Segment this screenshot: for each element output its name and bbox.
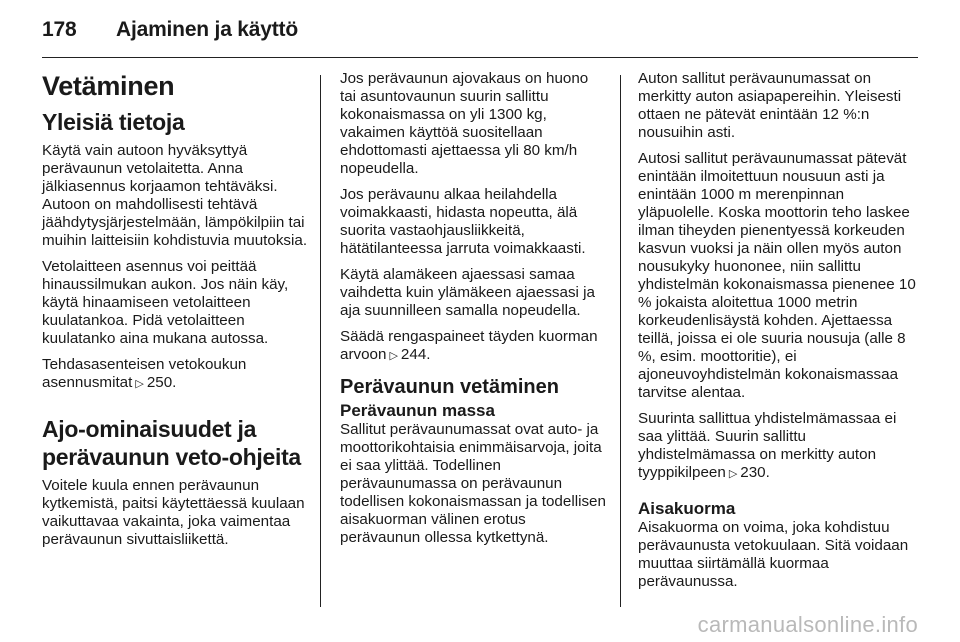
header-divider	[42, 57, 918, 58]
page-reference-link[interactable]: ▷ 250.	[132, 374, 176, 391]
paragraph	[340, 328, 608, 365]
paragraph: Jos perävaunu alkaa heilahdella voimakkaasti, hidasta nopeutta, älä suorita vastaohjausliikkeitä, hätätilanteessa jarruta voimakkaasti.	[340, 186, 586, 257]
paragraph: Sallitut perävaunumassat ovat auto- ja moottorikohtaisia enimmäisarvoja, joita ei saa ylittää. Todellinen perävaunumassa on perävaunun todellisen kokonaismassan ja todellisen aisakuorman välinen erotus perävaunun ollessa kytkettynä.	[340, 421, 606, 546]
chapter-title: Vetäminen	[42, 71, 175, 101]
paragraph: Käytä vain autoon hyväksyttyä perävaunun vetolaitetta. Anna jälkiasennus korjaamon tehtäväksi. Autoon on mahdollisesti tehtävä jäähdytysjärjestelmään, lämpökilpiin tai muihin laitteisiin kohdistuvia muutoksia.	[42, 142, 308, 249]
column-1	[42, 70, 310, 557]
subheading-trailer-mass: Perävaunun massa	[340, 401, 495, 420]
section-heading-general: Yleisiä tietoja	[42, 109, 185, 135]
paragraph: Jos perävaunun ajovakaus on huono tai asuntovaunun suurin sallittu kokonaismassa on yli 1300 kg, vakaimen käyttöä suositellaan ehdottomasti ajettaessa yli 80 km/h nopeudella.	[340, 70, 589, 177]
paragraph: Aisakuorma on voima, joka kohdistuu perävaunusta vetokuulaan. Sitä voidaan muuttaa siirtämällä kuormaa perävaunussa.	[638, 519, 909, 590]
column-divider	[620, 75, 621, 607]
paragraph-text: Suurinta sallittua yhdistelmämassaa ei saa ylittää. Suurin sallittu yhdistelmämassa on merkitty auton tyyppikilpeen	[638, 410, 897, 481]
paragraph: Vetolaitteen asennus voi peittää hinaussilmukan aukon. Jos näin käy, käytä hinaamiseen vetolaitteen kuulatankoa. Pidä vetolaitteen kuulatanko aina mukana autossa.	[42, 258, 289, 347]
paragraph: Autosi sallitut perävaunumassat pätevät enintään ilmoitettuun nousuun asti ja enintään 1000 m merenpinnan yläpuolelle. Koska moottorin teho laskee ilman tiheyden pienentyessä korkeuden kasvun vuoksi ja näin ollen myös auton nousukyky huononee, niin sallittu yhdistelmän kokonaismassa pienenee 10 % jokaista aloitettua 1000 metrin korkeudenlisäystä kohden. Ajettaessa teillä, joissa ei ole suuria nousuja (alle 8 %, esim. moottoritie), ei ajoneuvoyhdistelmän kokonaismassaa tarvitse alentaa.	[638, 150, 916, 401]
paragraph-text: Säädä rengaspaineet täyden kuorman arvoon	[340, 328, 598, 363]
paragraph: Voitele kuula ennen perävaunun kytkemistä, paitsi käytettäessä kuulaan vaikuttavaa vakainta, joka vaimentaa perävaunun sivuttaisliikettä.	[42, 477, 305, 548]
page-reference-link[interactable]: ▷ 244.	[386, 346, 430, 363]
paragraph	[42, 356, 310, 393]
section-title: Ajaminen ja käyttö	[116, 18, 298, 41]
paragraph	[638, 410, 918, 483]
subheading-drawbar-load: Aisakuorma	[638, 499, 736, 518]
column-divider	[320, 75, 321, 607]
page-number: 178	[42, 18, 77, 41]
paragraph-text: Tehdasasenteisen vetokoukun asennusmitat	[42, 356, 247, 391]
column-2	[340, 70, 608, 555]
watermark: carmanualsonline.info	[697, 612, 918, 637]
paragraph: Käytä alamäkeen ajaessasi samaa vaihdetta kuin ylämäkeen ajaessasi ja aja suunnilleen samalla nopeudella.	[340, 266, 595, 319]
page-reference-link[interactable]: ▷ 230.	[726, 464, 770, 481]
section-heading-towing: Perävaunun vetäminen	[340, 376, 559, 398]
section-heading-driving: Ajo-ominaisuudet ja perävaunun veto-ohjeita	[42, 416, 301, 470]
paragraph: Auton sallitut perävaunumassat on merkitty auton asiapapereihin. Yleisesti ottaen ne pätevät enintään 12 %:n nousuihin asti.	[638, 70, 902, 141]
page-header	[42, 18, 918, 48]
column-3	[638, 70, 918, 599]
